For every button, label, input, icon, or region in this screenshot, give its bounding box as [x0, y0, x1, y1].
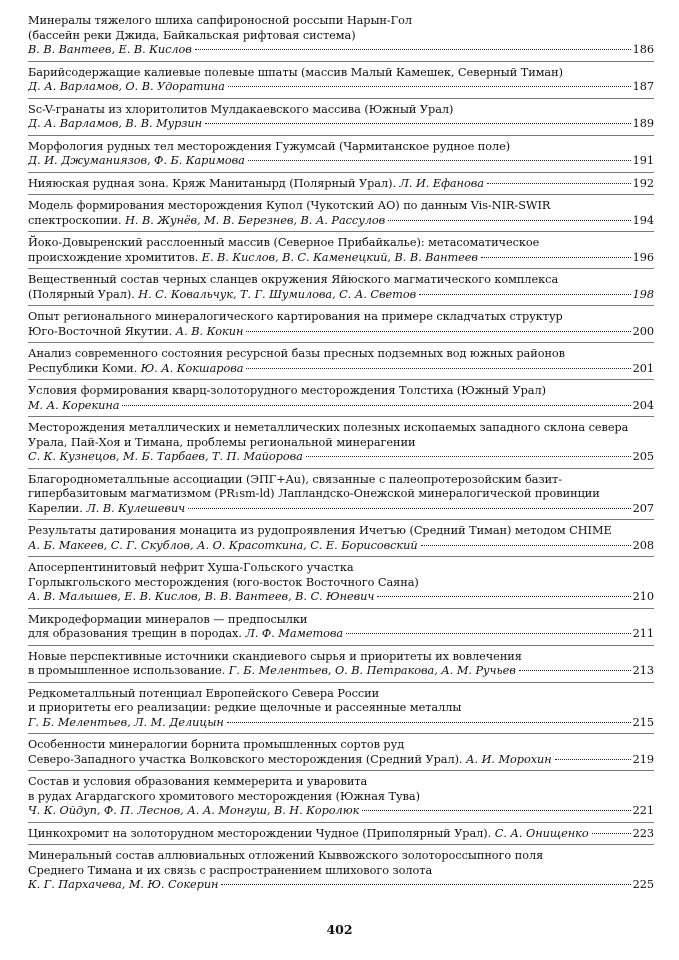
- entry-title-tail: Северо-Западного участка Волковского месторождения (Средний Урал).: [28, 752, 463, 766]
- entry-last-line: [28, 878, 654, 893]
- entry-title-line: Минеральный состав аллювиальных отложений Кыввожского золотороссыпного поля: [28, 849, 544, 862]
- entry-authors: С. А. Онищенко: [494, 826, 589, 840]
- dot-leader: [481, 257, 631, 258]
- entry-page-number: 189: [632, 117, 654, 130]
- dot-leader: [221, 884, 630, 885]
- dot-leader: [362, 810, 630, 811]
- dot-leader: [195, 49, 631, 50]
- entry-divider: [28, 98, 654, 99]
- dot-leader: [246, 368, 630, 369]
- entry-last-line: [28, 362, 654, 377]
- entry-text: [28, 627, 343, 642]
- entry-text: [28, 827, 589, 842]
- entry-last-line: [28, 80, 654, 95]
- dot-leader: [227, 722, 631, 723]
- entry-page-number: 208: [632, 538, 654, 552]
- entry-authors: С. К. Кузнецов, М. Б. Тарбаев, Т. П. Майорова: [28, 450, 303, 463]
- dot-leader: [306, 456, 631, 457]
- entry-title-line: Урала, Пай-Хоя и Тимана, проблемы региональной минерагении: [28, 435, 416, 449]
- page-number: 402: [326, 922, 353, 937]
- entry-authors: Д. И. Джуманиязов, Ф. Б. Каримова: [28, 154, 245, 167]
- toc-entry: [28, 384, 654, 413]
- entry-title-line: Состав и условия образования кеммерерита и уваровита: [28, 775, 368, 788]
- toc-entry: [28, 613, 654, 642]
- entry-text: [28, 362, 243, 377]
- entry-divider: [28, 645, 654, 646]
- entry-page-number: 215: [632, 715, 654, 729]
- toc-entry: [28, 738, 654, 767]
- entry-authors: Ч. К. Ойдуп, Ф. П. Леснов, А. А. Монгуш, В. Н. Королюк: [28, 804, 360, 817]
- entry-page-number: 210: [632, 590, 654, 603]
- entry-last-line: [28, 154, 654, 169]
- entry-authors: К. Г. Пархачева, М. Ю. Сокерин: [28, 878, 219, 891]
- entry-page-number: 201: [632, 361, 654, 375]
- entry-divider: [28, 194, 654, 195]
- entry-last-line: [28, 288, 654, 303]
- dot-leader: [388, 220, 630, 221]
- entry-title-line: Результаты датирования монацита из рудопроявления Ичетъю (Средний Тиман) методом CHIME: [28, 524, 612, 537]
- entry-divider: [28, 268, 654, 269]
- entry-last-line: [28, 753, 654, 768]
- entry-text: [28, 753, 552, 768]
- entry-authors: Г. Б. Мелентьев, Л. М. Делицын: [28, 715, 224, 729]
- toc-entry: [28, 273, 654, 302]
- entry-title-line: Модель формирования месторождения Купол (Чукотский АО) по данным Vis-NIR-SWIR: [28, 199, 551, 212]
- entry-page-number: 196: [632, 250, 654, 264]
- entry-divider: [28, 608, 654, 609]
- entry-text: [28, 804, 359, 819]
- entry-last-line: [28, 627, 654, 642]
- entry-divider: [28, 305, 654, 306]
- entry-text: [28, 878, 218, 893]
- entry-authors: М. А. Корекина: [28, 398, 120, 412]
- dot-leader: [555, 759, 631, 760]
- entry-authors: Н. В. Жунёв, М. В. Березнев, В. А. Рассулов: [125, 213, 386, 227]
- entry-title-line: Вещественный состав черных сланцев окружения Яйюского магматического комплекса: [28, 273, 559, 286]
- toc-entry: [28, 421, 654, 465]
- entry-title-line: Апосерпентинитовый нефрит Хуша-Гольского участка: [28, 561, 354, 574]
- entry-title-tail: происхождение хромититов.: [28, 250, 199, 264]
- dot-leader: [487, 183, 631, 184]
- entry-page-number: 205: [632, 450, 654, 463]
- dot-leader: [122, 405, 630, 406]
- dot-leader: [519, 670, 631, 671]
- entry-title-line: Морфология рудных тел месторождения Гужумсай (Чармитанское рудное поле): [28, 139, 511, 153]
- entry-page-number: 198: [632, 287, 654, 301]
- entry-page-number: 187: [632, 80, 654, 93]
- entry-authors: Е. В. Кислов, В. С. Каменецкий, В. В. Вантеев: [201, 250, 478, 264]
- toc-entry: [28, 561, 654, 605]
- entry-last-line: [28, 590, 654, 605]
- dot-leader: [377, 596, 630, 597]
- toc-entry: [28, 775, 654, 819]
- entry-last-line: [28, 117, 654, 132]
- entry-title-line: Анализ современного состояния ресурсной базы пресных подземных вод южных районов: [28, 347, 565, 360]
- entry-last-line: [28, 450, 654, 465]
- toc-entry: [28, 650, 654, 679]
- entry-page-number: 200: [632, 324, 654, 338]
- entry-divider: [28, 844, 654, 845]
- entry-last-line: [28, 43, 654, 58]
- entry-divider: [28, 231, 654, 232]
- entry-title-line: Особенности минералогии борнита промышленных сортов руд: [28, 738, 405, 751]
- entry-authors: А. В. Кокин: [175, 324, 244, 338]
- entry-text: [28, 43, 192, 58]
- entry-authors: Ю. А. Кокшарова: [140, 361, 244, 375]
- entry-title-tail: (Полярный Урал).: [28, 287, 135, 301]
- entry-text: [28, 214, 385, 229]
- entry-page-number: 186: [632, 43, 654, 56]
- entry-title-line: Редкометалльный потенциал Европейского Севера России: [28, 686, 380, 700]
- entry-divider: [28, 556, 654, 557]
- toc-entry: [28, 140, 654, 169]
- entry-title-tail: Карелии.: [28, 501, 83, 515]
- entry-authors: В. В. Вантеев, Е. В. Кислов: [28, 43, 192, 56]
- entry-authors: Л. И. Ефанова: [399, 176, 484, 190]
- dot-leader: [205, 123, 631, 124]
- entry-last-line: [28, 716, 654, 731]
- entry-page-number: 221: [632, 804, 654, 817]
- entry-title-tail: Юго-Восточной Якутии.: [28, 324, 173, 338]
- entry-text: [28, 117, 202, 132]
- entry-title-line: Sc-V-гранаты из хлоритолитов Мулдакаевского массива (Южный Урал): [28, 102, 454, 116]
- entry-divider: [28, 342, 654, 343]
- entry-authors: Г. Б. Мелентьев, О. В. Петракова, А. М. Ручьев: [228, 664, 516, 677]
- toc-entry: [28, 103, 654, 132]
- dot-leader: [228, 86, 631, 87]
- entry-title-tail: Нияюская рудная зона. Кряж Манитанырд (Полярный Урал).: [28, 176, 396, 190]
- toc-entry: [28, 687, 654, 731]
- entry-last-line: [28, 177, 654, 192]
- entry-last-line: [28, 251, 654, 266]
- toc-entry: [28, 473, 654, 517]
- entry-title-line: Йоко-Довыренский расслоенный массив (Северное Прибайкалье): метасоматическое: [28, 236, 540, 249]
- entry-text: [28, 154, 245, 169]
- entry-page-number: 211: [632, 627, 654, 640]
- entry-page-number: 225: [632, 878, 654, 891]
- entry-title-line: в рудах Агардагского хромитового месторождения (Южная Тува): [28, 789, 420, 803]
- entry-divider: [28, 416, 654, 417]
- toc-entry: [28, 14, 654, 58]
- entry-last-line: [28, 664, 654, 679]
- entry-authors: Л. Ф. Маметова: [245, 627, 344, 640]
- entry-authors: Н. С. Ковальчук, Т. Г. Шумилова, С. А. Светов: [138, 287, 417, 301]
- toc-entry: [28, 66, 654, 95]
- entry-title-tail: Цинкохромит на золоторудном месторождении Чудное (Приполярный Урал).: [28, 826, 492, 840]
- entry-page-number: 213: [632, 664, 654, 677]
- entry-page-number: 192: [632, 176, 654, 190]
- entry-last-line: [28, 214, 654, 229]
- entry-text: [28, 590, 374, 605]
- entry-text: [28, 450, 303, 465]
- entry-last-line: [28, 804, 654, 819]
- toc-entry: [28, 236, 654, 265]
- entry-last-line: [28, 502, 654, 517]
- entry-last-line: [28, 399, 654, 414]
- entry-title-line: Месторождения металлических и неметаллических полезных ископаемых западного склона севера: [28, 421, 629, 434]
- entry-title-line: и приоритеты его реализации: редкие щелочные и рассеянные металлы: [28, 701, 462, 714]
- entry-page-number: 191: [632, 154, 654, 167]
- dot-leader: [188, 508, 630, 509]
- toc-entry: [28, 310, 654, 339]
- entry-page-number: 223: [632, 826, 654, 840]
- entry-text: [28, 288, 416, 303]
- entry-last-line: [28, 325, 654, 340]
- entry-text: [28, 80, 225, 95]
- dot-leader: [419, 294, 630, 295]
- entry-text: [28, 716, 224, 731]
- entry-divider: [28, 61, 654, 62]
- entry-authors: А. И. Морохин: [466, 752, 552, 766]
- table-of-contents: [28, 14, 654, 893]
- toc-entry: [28, 177, 654, 192]
- entry-page-number: 204: [632, 398, 654, 412]
- entry-authors: Л. В. Кулешевич: [86, 501, 186, 515]
- toc-entry: [28, 524, 654, 553]
- toc-entry: [28, 849, 654, 893]
- entry-divider: [28, 519, 654, 520]
- entry-title-line: Микродеформации минералов — предпосылки: [28, 612, 308, 626]
- entry-last-line: [28, 539, 654, 554]
- entry-title-line: Горлыкгольского месторождения (юго-восток Восточного Саяна): [28, 575, 419, 589]
- entry-text: [28, 325, 243, 340]
- entry-text: [28, 539, 418, 554]
- entry-title-line: Среднего Тимана и их связь с распространением шлихового золота: [28, 863, 433, 877]
- entry-page-number: 219: [632, 752, 654, 766]
- entry-last-line: [28, 827, 654, 842]
- entry-title-line: (бассейн реки Джида, Байкальская рифтовая система): [28, 28, 356, 42]
- entry-divider: [28, 379, 654, 380]
- entry-title-line: гипербазитовым магматизмом (PR₁sm-ld) Лапландско-Онежской минералогической провинции: [28, 487, 600, 500]
- entry-title-line: Барийсодержащие калиевые полевые шпаты (массив Малый Камешек, Северный Тиман): [28, 65, 563, 79]
- entry-divider: [28, 770, 654, 771]
- entry-authors: А. В. Малышев, Е. В. Кислов, В. В. Вантеев, В. С. Юневич: [28, 590, 375, 603]
- entry-authors: Д. А. Варламов, О. В. Удоратина: [28, 80, 225, 93]
- dot-leader: [346, 633, 630, 634]
- toc-entry: [28, 199, 654, 228]
- entry-page-number: 207: [632, 501, 654, 515]
- entry-divider: [28, 682, 654, 683]
- entry-title-tail: для образования трещин в породах.: [28, 627, 242, 640]
- entry-text: [28, 399, 119, 414]
- entry-authors: Д. А. Варламов, В. В. Мурзин: [28, 117, 203, 130]
- entry-divider: [28, 135, 654, 136]
- dot-leader: [592, 833, 631, 834]
- entry-title-line: Опыт регионального минералогического картирования на примере складчатых структур: [28, 310, 563, 323]
- dot-leader: [421, 545, 631, 546]
- entry-title-line: Условия формирования кварц-золоторудного месторождения Толстиха (Южный Урал): [28, 384, 546, 397]
- entry-divider: [28, 468, 654, 469]
- entry-page-number: 194: [632, 213, 654, 227]
- entry-title-tail: в промышленное использование.: [28, 664, 226, 677]
- entry-title-tail: Республики Коми.: [28, 361, 138, 375]
- entry-title-line: Новые перспективные источники скандиевого сырья и приоритеты их вовлечения: [28, 649, 522, 663]
- entry-text: [28, 502, 185, 517]
- entry-title-line: Благороднометалльные ассоциации (ЭПГ+Au), связанные с палеопротерозойским базит-: [28, 472, 563, 486]
- entry-text: [28, 251, 478, 266]
- entry-title-line: Минералы тяжелого шлиха сапфироносной россыпи Нарын-Гол: [28, 14, 412, 27]
- entry-divider: [28, 822, 654, 823]
- entry-text: [28, 177, 484, 192]
- dot-leader: [248, 160, 631, 161]
- entry-divider: [28, 172, 654, 173]
- toc-entry: [28, 347, 654, 376]
- entry-title-tail: спектроскопии.: [28, 213, 122, 227]
- toc-entry: [28, 827, 654, 842]
- dot-leader: [246, 331, 630, 332]
- entry-text: [28, 664, 516, 679]
- entry-authors: А. Б. Макеев, С. Г. Скублов, А. О. Красоткина, С. Е. Борисовский: [28, 538, 418, 552]
- entry-divider: [28, 733, 654, 734]
